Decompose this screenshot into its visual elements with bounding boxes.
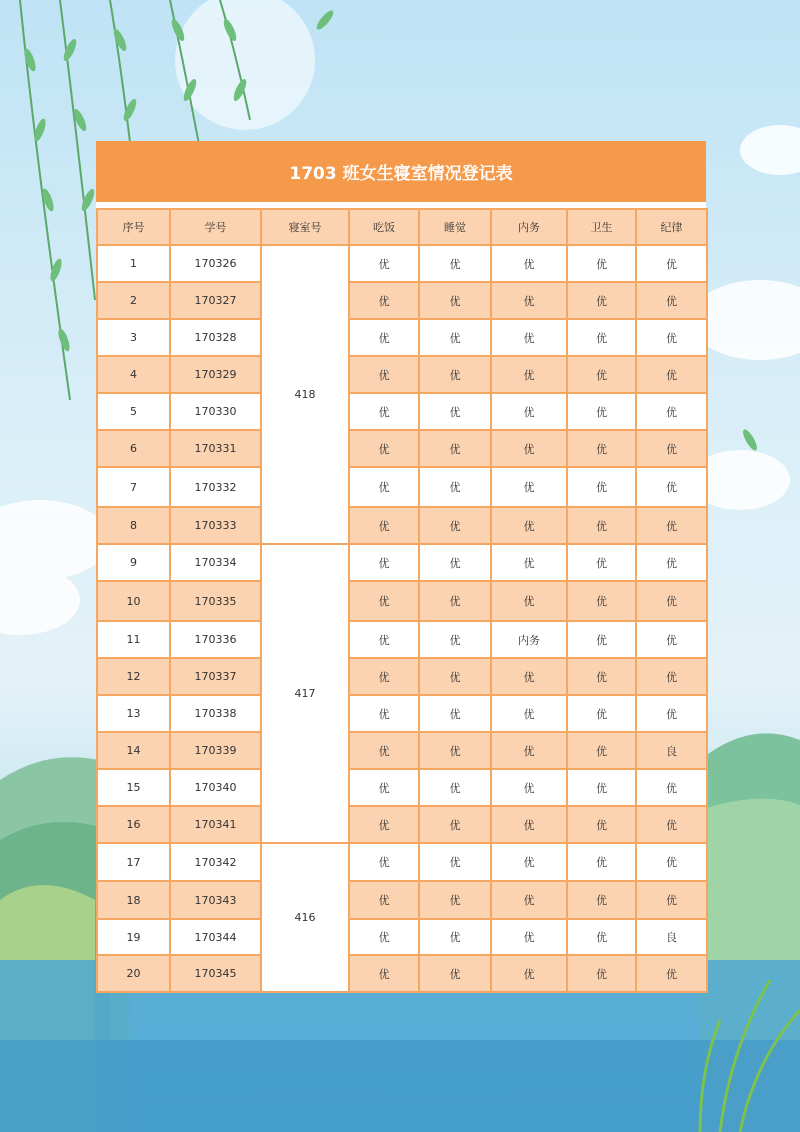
cell-chores: 优 — [491, 356, 567, 393]
cell-chores: 优 — [491, 319, 567, 356]
cell-discipline: 优 — [636, 581, 707, 621]
cell-student-id: 170345 — [170, 955, 261, 992]
cell-sleep: 优 — [419, 695, 491, 732]
cell-eat: 优 — [349, 919, 419, 955]
cell-sleep: 优 — [419, 955, 491, 992]
cell-room: 416 — [261, 843, 349, 992]
cell-student-id: 170330 — [170, 393, 261, 430]
cell-no: 9 — [97, 544, 170, 581]
cell-no: 15 — [97, 769, 170, 806]
cell-chores: 优 — [491, 544, 567, 581]
cell-hygiene: 优 — [567, 732, 636, 769]
cell-chores: 优 — [491, 581, 567, 621]
cell-student-id: 170333 — [170, 507, 261, 544]
cell-student-id: 170329 — [170, 356, 261, 393]
cell-hygiene: 优 — [567, 467, 636, 507]
cell-hygiene: 优 — [567, 658, 636, 695]
header-discipline: 纪律 — [636, 209, 707, 245]
table-row — [97, 467, 707, 507]
cell-no: 6 — [97, 430, 170, 467]
table-row — [97, 581, 707, 621]
cell-room: 418 — [261, 245, 349, 544]
cell-student-id: 170340 — [170, 769, 261, 806]
table-row — [97, 356, 707, 393]
cell-no: 8 — [97, 507, 170, 544]
table-row — [97, 658, 707, 695]
cell-eat: 优 — [349, 581, 419, 621]
cell-hygiene: 优 — [567, 843, 636, 881]
cell-sleep: 优 — [419, 732, 491, 769]
cell-chores: 优 — [491, 658, 567, 695]
cell-sleep: 优 — [419, 581, 491, 621]
header-eat: 吃饭 — [349, 209, 419, 245]
cell-sleep: 优 — [419, 430, 491, 467]
cell-student-id: 170344 — [170, 919, 261, 955]
cell-discipline: 优 — [636, 393, 707, 430]
cell-student-id: 170328 — [170, 319, 261, 356]
cell-hygiene: 优 — [567, 581, 636, 621]
table-row — [97, 732, 707, 769]
cell-no: 2 — [97, 282, 170, 319]
cell-discipline: 良 — [636, 732, 707, 769]
cell-eat: 优 — [349, 356, 419, 393]
cell-hygiene: 优 — [567, 430, 636, 467]
cell-eat: 优 — [349, 658, 419, 695]
cell-chores: 优 — [491, 393, 567, 430]
table-row — [97, 430, 707, 467]
cell-hygiene: 优 — [567, 955, 636, 992]
cell-eat: 优 — [349, 319, 419, 356]
cell-discipline: 优 — [636, 319, 707, 356]
cell-student-id: 170339 — [170, 732, 261, 769]
cell-no: 13 — [97, 695, 170, 732]
cell-chores: 优 — [491, 282, 567, 319]
cloud-left — [0, 500, 110, 635]
cell-sleep: 优 — [419, 544, 491, 581]
cell-student-id: 170332 — [170, 467, 261, 507]
cell-discipline: 优 — [636, 282, 707, 319]
cell-eat: 优 — [349, 881, 419, 919]
header-chores: 内务 — [491, 209, 567, 245]
cell-eat: 优 — [349, 430, 419, 467]
cell-no: 12 — [97, 658, 170, 695]
cell-hygiene: 优 — [567, 919, 636, 955]
cell-discipline: 优 — [636, 769, 707, 806]
cell-chores: 优 — [491, 769, 567, 806]
cell-eat: 优 — [349, 806, 419, 843]
cell-discipline: 优 — [636, 806, 707, 843]
cell-student-id: 170342 — [170, 843, 261, 881]
cell-no: 16 — [97, 806, 170, 843]
cell-no: 17 — [97, 843, 170, 881]
table-row — [97, 919, 707, 955]
cell-eat: 优 — [349, 769, 419, 806]
cell-hygiene: 优 — [567, 393, 636, 430]
cell-discipline: 优 — [636, 430, 707, 467]
sheet-title: 1703 班女生寝室情况登记表 — [96, 141, 706, 208]
cell-sleep: 优 — [419, 393, 491, 430]
cell-sleep: 优 — [419, 769, 491, 806]
header-sleep: 睡觉 — [419, 209, 491, 245]
cell-no: 11 — [97, 621, 170, 658]
sun-glow — [175, 0, 315, 130]
cell-no: 7 — [97, 467, 170, 507]
cell-student-id: 170337 — [170, 658, 261, 695]
cell-student-id: 170341 — [170, 806, 261, 843]
cell-sleep: 优 — [419, 919, 491, 955]
cell-discipline: 优 — [636, 881, 707, 919]
cell-discipline: 优 — [636, 843, 707, 881]
cell-sleep: 优 — [419, 843, 491, 881]
cell-eat: 优 — [349, 544, 419, 581]
cell-chores: 优 — [491, 732, 567, 769]
cell-hygiene: 优 — [567, 356, 636, 393]
cell-discipline: 优 — [636, 955, 707, 992]
cell-sleep: 优 — [419, 282, 491, 319]
cell-student-id: 170331 — [170, 430, 261, 467]
cell-no: 10 — [97, 581, 170, 621]
cell-eat: 优 — [349, 621, 419, 658]
cell-no: 5 — [97, 393, 170, 430]
header-no: 序号 — [97, 209, 170, 245]
cell-discipline: 优 — [636, 356, 707, 393]
cell-no: 18 — [97, 881, 170, 919]
cell-discipline: 优 — [636, 467, 707, 507]
cell-hygiene: 优 — [567, 245, 636, 282]
cell-chores: 优 — [491, 695, 567, 732]
cell-eat: 优 — [349, 282, 419, 319]
cell-hygiene: 优 — [567, 769, 636, 806]
cell-sleep: 优 — [419, 356, 491, 393]
cell-eat: 优 — [349, 843, 419, 881]
cell-student-id: 170336 — [170, 621, 261, 658]
cell-discipline: 优 — [636, 245, 707, 282]
cell-no: 19 — [97, 919, 170, 955]
cell-hygiene: 优 — [567, 695, 636, 732]
cell-student-id: 170326 — [170, 245, 261, 282]
cell-hygiene: 优 — [567, 621, 636, 658]
cell-chores: 优 — [491, 245, 567, 282]
cell-discipline: 优 — [636, 695, 707, 732]
cell-no: 14 — [97, 732, 170, 769]
cell-student-id: 170335 — [170, 581, 261, 621]
cell-discipline: 良 — [636, 919, 707, 955]
cell-eat: 优 — [349, 245, 419, 282]
cell-sleep: 优 — [419, 245, 491, 282]
table-row — [97, 695, 707, 732]
cell-discipline: 优 — [636, 544, 707, 581]
cell-sleep: 优 — [419, 621, 491, 658]
cell-chores: 优 — [491, 955, 567, 992]
cell-chores: 优 — [491, 507, 567, 544]
header-student-id: 学号 — [170, 209, 261, 245]
cell-eat: 优 — [349, 393, 419, 430]
cell-hygiene: 优 — [567, 544, 636, 581]
cell-eat: 优 — [349, 507, 419, 544]
cell-sleep: 优 — [419, 507, 491, 544]
table-row — [97, 881, 707, 919]
cell-chores: 优 — [491, 806, 567, 843]
cell-discipline: 优 — [636, 621, 707, 658]
cell-student-id: 170327 — [170, 282, 261, 319]
cell-discipline: 优 — [636, 507, 707, 544]
cell-chores: 内务 — [491, 621, 567, 658]
cell-discipline: 优 — [636, 658, 707, 695]
table-row — [97, 843, 707, 881]
cell-no: 1 — [97, 245, 170, 282]
cell-eat: 优 — [349, 955, 419, 992]
cell-chores: 优 — [491, 919, 567, 955]
cell-sleep: 优 — [419, 806, 491, 843]
cell-hygiene: 优 — [567, 319, 636, 356]
table-row — [97, 621, 707, 658]
cell-sleep: 优 — [419, 658, 491, 695]
table-row — [97, 282, 707, 319]
cell-chores: 优 — [491, 467, 567, 507]
cell-no: 20 — [97, 955, 170, 992]
cell-chores: 优 — [491, 843, 567, 881]
cell-no: 4 — [97, 356, 170, 393]
dorm-table — [96, 208, 708, 993]
cell-hygiene: 优 — [567, 282, 636, 319]
table-body — [97, 245, 707, 992]
cell-sleep: 优 — [419, 881, 491, 919]
table-row — [97, 955, 707, 992]
cell-no: 3 — [97, 319, 170, 356]
table-row — [97, 806, 707, 843]
table-header-row — [97, 209, 707, 245]
table-row — [97, 507, 707, 544]
header-room: 寝室号 — [261, 209, 349, 245]
cell-student-id: 170338 — [170, 695, 261, 732]
cell-chores: 优 — [491, 881, 567, 919]
table-row — [97, 769, 707, 806]
cell-eat: 优 — [349, 467, 419, 507]
table-row — [97, 393, 707, 430]
cell-room: 417 — [261, 544, 349, 843]
cell-student-id: 170343 — [170, 881, 261, 919]
registration-sheet — [96, 141, 706, 993]
cell-chores: 优 — [491, 430, 567, 467]
cell-hygiene: 优 — [567, 507, 636, 544]
table-row — [97, 245, 707, 282]
cell-hygiene: 优 — [567, 881, 636, 919]
cell-hygiene: 优 — [567, 806, 636, 843]
table-row — [97, 319, 707, 356]
table-row — [97, 544, 707, 581]
cell-sleep: 优 — [419, 467, 491, 507]
cell-student-id: 170334 — [170, 544, 261, 581]
header-hygiene: 卫生 — [567, 209, 636, 245]
cell-eat: 优 — [349, 695, 419, 732]
cell-sleep: 优 — [419, 319, 491, 356]
cell-eat: 优 — [349, 732, 419, 769]
